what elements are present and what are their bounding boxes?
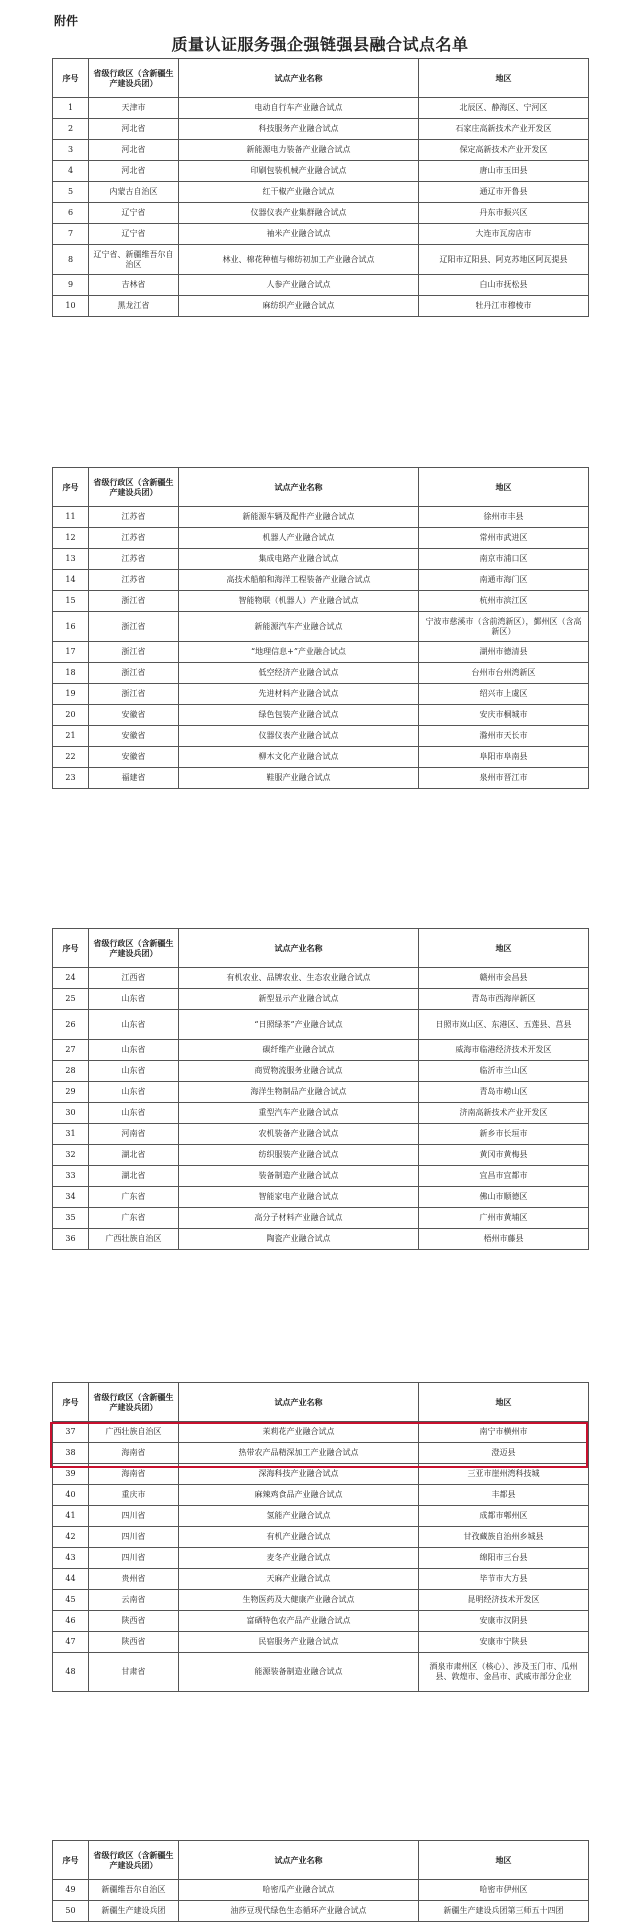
- cell-province: 浙江省: [89, 642, 179, 663]
- table-row: [53, 1040, 589, 1061]
- cell-industry: 深海科技产业融合试点: [179, 1464, 419, 1485]
- cell-industry: “日照绿茶”产业融合试点: [179, 1010, 419, 1040]
- cell-industry: 纺织服装产业融合试点: [179, 1145, 419, 1166]
- cell-num: 31: [53, 1124, 89, 1145]
- table-row: [53, 1208, 589, 1229]
- cell-industry: 新能源汽车产业融合试点: [179, 612, 419, 642]
- table-row: [53, 1229, 589, 1250]
- cell-province: 安徽省: [89, 705, 179, 726]
- table-row: [53, 747, 589, 768]
- cell-area: 哈密市伊州区: [419, 1880, 589, 1901]
- cell-industry: 绿色包装产业融合试点: [179, 705, 419, 726]
- cell-num: 37: [53, 1422, 89, 1443]
- table-row: [53, 1590, 589, 1611]
- table-row: [53, 1901, 589, 1922]
- cell-industry: 鞋服产业融合试点: [179, 768, 419, 789]
- table-row: [53, 1611, 589, 1632]
- table-row: [53, 549, 589, 570]
- cell-industry: 机器人产业融合试点: [179, 528, 419, 549]
- cell-industry: 人参产业融合试点: [179, 275, 419, 296]
- cell-province: 江苏省: [89, 528, 179, 549]
- cell-num: 8: [53, 245, 89, 275]
- cell-area: 泉州市晋江市: [419, 768, 589, 789]
- cell-industry: 电动自行车产业融合试点: [179, 98, 419, 119]
- table-row: [53, 1527, 589, 1548]
- cell-province: 新疆生产建设兵团: [89, 1901, 179, 1922]
- table-row: [53, 203, 589, 224]
- table-row: [53, 768, 589, 789]
- cell-industry: 先进材料产业融合试点: [179, 684, 419, 705]
- cell-num: 30: [53, 1103, 89, 1124]
- header-num: 序号: [53, 1841, 89, 1880]
- cell-num: 13: [53, 549, 89, 570]
- cell-num: 32: [53, 1145, 89, 1166]
- table-row: [53, 245, 589, 275]
- cell-num: 38: [53, 1443, 89, 1464]
- cell-province: 福建省: [89, 768, 179, 789]
- cell-industry: 生物医药及大健康产业融合试点: [179, 1590, 419, 1611]
- cell-area: 昆明经济技术开发区: [419, 1590, 589, 1611]
- cell-province: 湖北省: [89, 1145, 179, 1166]
- cell-industry: 麻辣鸡食品产业融合试点: [179, 1485, 419, 1506]
- cell-area: 新疆生产建设兵团第三师五十四团: [419, 1901, 589, 1922]
- cell-num: 11: [53, 507, 89, 528]
- header-industry: 试点产业名称: [179, 468, 419, 507]
- cell-area: 酒泉市肃州区（核心）、涉及玉门市、瓜州县、敦煌市、金昌市、武威市部分企业: [419, 1653, 589, 1692]
- cell-industry: 红干椒产业融合试点: [179, 182, 419, 203]
- cell-industry: 有机产业融合试点: [179, 1527, 419, 1548]
- table-row: [53, 528, 589, 549]
- cell-industry: 麦冬产业融合试点: [179, 1548, 419, 1569]
- cell-province: 安徽省: [89, 726, 179, 747]
- table-row: [53, 591, 589, 612]
- cell-industry: 油莎豆现代绿色生态循环产业融合试点: [179, 1901, 419, 1922]
- table-row: [53, 705, 589, 726]
- cell-industry: 富硒特色农产品产业融合试点: [179, 1611, 419, 1632]
- cell-province: 山东省: [89, 1061, 179, 1082]
- cell-industry: 热带农产品精深加工产业融合试点: [179, 1443, 419, 1464]
- cell-province: 浙江省: [89, 591, 179, 612]
- cell-num: 35: [53, 1208, 89, 1229]
- cell-area: 绵阳市三台县: [419, 1548, 589, 1569]
- cell-province: 陕西省: [89, 1632, 179, 1653]
- cell-num: 47: [53, 1632, 89, 1653]
- cell-num: 14: [53, 570, 89, 591]
- cell-industry: 袖米产业融合试点: [179, 224, 419, 245]
- cell-area: 南京市浦口区: [419, 549, 589, 570]
- cell-industry: 仪器仪表产业融合试点: [179, 726, 419, 747]
- table-row: [53, 98, 589, 119]
- cell-area: 梧州市藤县: [419, 1229, 589, 1250]
- cell-area: 济南高新技术产业开发区: [419, 1103, 589, 1124]
- cell-province: 浙江省: [89, 612, 179, 642]
- cell-num: 43: [53, 1548, 89, 1569]
- cell-num: 17: [53, 642, 89, 663]
- cell-province: 重庆市: [89, 1485, 179, 1506]
- table-row: [53, 1061, 589, 1082]
- table-header-row: [53, 1383, 589, 1422]
- cell-num: 42: [53, 1527, 89, 1548]
- cell-area: 临沂市兰山区: [419, 1061, 589, 1082]
- table-row: [53, 296, 589, 317]
- cell-area: 白山市抚松县: [419, 275, 589, 296]
- cell-num: 27: [53, 1040, 89, 1061]
- cell-area: 成都市郫州区: [419, 1506, 589, 1527]
- header-industry: 试点产业名称: [179, 1841, 419, 1880]
- cell-province: 山东省: [89, 989, 179, 1010]
- table-row: [53, 119, 589, 140]
- cell-province: 辽宁省: [89, 203, 179, 224]
- cell-province: 山东省: [89, 1040, 179, 1061]
- cell-province: 浙江省: [89, 663, 179, 684]
- cell-area: 阜阳市阜南县: [419, 747, 589, 768]
- table-page-1: [52, 58, 588, 317]
- cell-province: 天津市: [89, 98, 179, 119]
- cell-area: 赣州市会昌县: [419, 968, 589, 989]
- cell-num: 6: [53, 203, 89, 224]
- cell-num: 26: [53, 1010, 89, 1040]
- table-row: [53, 1632, 589, 1653]
- cell-area: 毕节市大方县: [419, 1569, 589, 1590]
- table-row: [53, 989, 589, 1010]
- cell-province: 陕西省: [89, 1611, 179, 1632]
- cell-area: 宜昌市宜都市: [419, 1166, 589, 1187]
- cell-province: 海南省: [89, 1464, 179, 1485]
- cell-area: 辽阳市辽阳县、阿克苏地区阿瓦提县: [419, 245, 589, 275]
- cell-num: 19: [53, 684, 89, 705]
- cell-num: 9: [53, 275, 89, 296]
- cell-province: 山东省: [89, 1103, 179, 1124]
- cell-area: 杭州市滨江区: [419, 591, 589, 612]
- table-row: [53, 1166, 589, 1187]
- cell-area: 南通市海门区: [419, 570, 589, 591]
- cell-province: 四川省: [89, 1506, 179, 1527]
- cell-industry: 智能物联（机器人）产业融合试点: [179, 591, 419, 612]
- cell-num: 12: [53, 528, 89, 549]
- cell-num: 22: [53, 747, 89, 768]
- cell-industry: 低空经济产业融合试点: [179, 663, 419, 684]
- table-page-3: [52, 928, 588, 1250]
- table-row: [53, 1082, 589, 1103]
- table-row: [53, 1485, 589, 1506]
- cell-area: 青岛市西海岸新区: [419, 989, 589, 1010]
- cell-area: 丹东市振兴区: [419, 203, 589, 224]
- table-header-row: [53, 59, 589, 98]
- cell-num: 40: [53, 1485, 89, 1506]
- cell-industry: 高技术船舶和海洋工程装备产业融合试点: [179, 570, 419, 591]
- page-title: 质量认证服务强企强链强县融合试点名单: [171, 35, 469, 54]
- cell-num: 36: [53, 1229, 89, 1250]
- cell-area: 青岛市崂山区: [419, 1082, 589, 1103]
- table-header-row: [53, 468, 589, 507]
- cell-industry: 新型显示产业融合试点: [179, 989, 419, 1010]
- cell-province: 海南省: [89, 1443, 179, 1464]
- cell-area: 石家庄高新技术产业开发区: [419, 119, 589, 140]
- table-row: [53, 275, 589, 296]
- pilot-list-table: [52, 467, 589, 789]
- header-province: 省级行政区（含新疆生产建设兵团）: [89, 468, 179, 507]
- table-row: [53, 1145, 589, 1166]
- table-row: [53, 1103, 589, 1124]
- cell-industry: 能源装备制造业融合试点: [179, 1653, 419, 1692]
- cell-province: 江苏省: [89, 570, 179, 591]
- cell-industry: 农机装备产业融合试点: [179, 1124, 419, 1145]
- table-row: [53, 161, 589, 182]
- cell-num: 23: [53, 768, 89, 789]
- cell-area: 安庆市桐城市: [419, 705, 589, 726]
- cell-num: 33: [53, 1166, 89, 1187]
- cell-area: 安康市宁陕县: [419, 1632, 589, 1653]
- pilot-list-table: [52, 58, 589, 317]
- cell-province: 山东省: [89, 1010, 179, 1040]
- cell-province: 新疆维吾尔自治区: [89, 1880, 179, 1901]
- cell-area: 佛山市顺德区: [419, 1187, 589, 1208]
- cell-industry: 麻纺织产业融合试点: [179, 296, 419, 317]
- cell-province: 河南省: [89, 1124, 179, 1145]
- cell-province: 甘肃省: [89, 1653, 179, 1692]
- header-num: 序号: [53, 929, 89, 968]
- header-area: 地区: [419, 59, 589, 98]
- cell-num: 24: [53, 968, 89, 989]
- cell-province: 内蒙古自治区: [89, 182, 179, 203]
- cell-industry: 智能家电产业融合试点: [179, 1187, 419, 1208]
- header-industry: 试点产业名称: [179, 929, 419, 968]
- table-header-row: [53, 1841, 589, 1880]
- highlight-box: [50, 1422, 588, 1468]
- cell-num: 28: [53, 1061, 89, 1082]
- cell-area: 南宁市横州市: [419, 1422, 589, 1443]
- cell-num: 25: [53, 989, 89, 1010]
- cell-province: 四川省: [89, 1548, 179, 1569]
- cell-province: 河北省: [89, 119, 179, 140]
- cell-industry: 茉莉花产业融合试点: [179, 1422, 419, 1443]
- header-area: 地区: [419, 1383, 589, 1422]
- cell-num: 16: [53, 612, 89, 642]
- cell-num: 45: [53, 1590, 89, 1611]
- table-row: [53, 1548, 589, 1569]
- cell-province: 河北省: [89, 140, 179, 161]
- cell-num: 15: [53, 591, 89, 612]
- cell-province: 山东省: [89, 1082, 179, 1103]
- pilot-list-table: [52, 928, 589, 1250]
- header-province: 省级行政区（含新疆生产建设兵团）: [89, 929, 179, 968]
- cell-area: 大连市瓦房店市: [419, 224, 589, 245]
- cell-num: 5: [53, 182, 89, 203]
- cell-province: 广西壮族自治区: [89, 1229, 179, 1250]
- cell-area: 丰都县: [419, 1485, 589, 1506]
- cell-area: 安康市汉阴县: [419, 1611, 589, 1632]
- cell-num: 44: [53, 1569, 89, 1590]
- cell-num: 48: [53, 1653, 89, 1692]
- header-province: 省级行政区（含新疆生产建设兵团）: [89, 1841, 179, 1880]
- cell-area: 宁波市慈溪市（含前湾新区），鄞州区（含高新区）: [419, 612, 589, 642]
- cell-province: 贵州省: [89, 1569, 179, 1590]
- table-header-row: [53, 929, 589, 968]
- cell-industry: 民宿服务产业融合试点: [179, 1632, 419, 1653]
- header-province: 省级行政区（含新疆生产建设兵团）: [89, 59, 179, 98]
- cell-industry: 林业、棉花种植与棉纺初加工产业融合试点: [179, 245, 419, 275]
- header-province: 省级行政区（含新疆生产建设兵团）: [89, 1383, 179, 1422]
- pilot-list-table: [52, 1840, 589, 1922]
- table-row: [53, 612, 589, 642]
- table-row: [53, 224, 589, 245]
- cell-num: 29: [53, 1082, 89, 1103]
- table-row: [53, 726, 589, 747]
- table-row: [53, 663, 589, 684]
- cell-province: 安徽省: [89, 747, 179, 768]
- cell-area: 绍兴市上虞区: [419, 684, 589, 705]
- cell-area: 新乡市长垣市: [419, 1124, 589, 1145]
- cell-num: 7: [53, 224, 89, 245]
- cell-industry: “地理信息+”产业融合试点: [179, 642, 419, 663]
- cell-area: 黄冈市黄梅县: [419, 1145, 589, 1166]
- cell-province: 浙江省: [89, 684, 179, 705]
- cell-industry: 柳木文化产业融合试点: [179, 747, 419, 768]
- header-industry: 试点产业名称: [179, 1383, 419, 1422]
- header-industry: 试点产业名称: [179, 59, 419, 98]
- table-row: [53, 1880, 589, 1901]
- cell-province: 黑龙江省: [89, 296, 179, 317]
- cell-area: 通辽市开鲁县: [419, 182, 589, 203]
- cell-industry: 重型汽车产业融合试点: [179, 1103, 419, 1124]
- table-row: [53, 182, 589, 203]
- cell-area: 日照市岚山区、东港区、五莲县、莒县: [419, 1010, 589, 1040]
- cell-industry: 高分子材料产业融合试点: [179, 1208, 419, 1229]
- cell-area: 滁州市天长市: [419, 726, 589, 747]
- header-num: 序号: [53, 1383, 89, 1422]
- header-area: 地区: [419, 929, 589, 968]
- cell-num: 20: [53, 705, 89, 726]
- cell-area: 台州市台州湾新区: [419, 663, 589, 684]
- cell-num: 49: [53, 1880, 89, 1901]
- cell-province: 云南省: [89, 1590, 179, 1611]
- cell-province: 江苏省: [89, 507, 179, 528]
- cell-num: 4: [53, 161, 89, 182]
- header-area: 地区: [419, 468, 589, 507]
- cell-num: 3: [53, 140, 89, 161]
- cell-num: 41: [53, 1506, 89, 1527]
- cell-industry: 新能源车辆及配件产业融合试点: [179, 507, 419, 528]
- cell-industry: 氢能产业融合试点: [179, 1506, 419, 1527]
- cell-area: 北辰区、静海区、宁河区: [419, 98, 589, 119]
- table-page-2: [52, 467, 588, 789]
- cell-province: 湖北省: [89, 1166, 179, 1187]
- cell-industry: 仪器仪表产业集群融合试点: [179, 203, 419, 224]
- cell-area: 常州市武进区: [419, 528, 589, 549]
- cell-industry: 新能源电力装备产业融合试点: [179, 140, 419, 161]
- table-row: [53, 1124, 589, 1145]
- table-row: [53, 642, 589, 663]
- table-row: [53, 1506, 589, 1527]
- table-row: [53, 1187, 589, 1208]
- cell-area: 澄迈县: [419, 1443, 589, 1464]
- table-row: [53, 140, 589, 161]
- cell-industry: 海洋生物制品产业融合试点: [179, 1082, 419, 1103]
- cell-industry: 碳纤维产业融合试点: [179, 1040, 419, 1061]
- cell-industry: 科技服务产业融合试点: [179, 119, 419, 140]
- cell-province: 江苏省: [89, 549, 179, 570]
- cell-province: 广东省: [89, 1187, 179, 1208]
- cell-area: 徐州市丰县: [419, 507, 589, 528]
- table-row: [53, 570, 589, 591]
- cell-num: 1: [53, 98, 89, 119]
- cell-province: 广西壮族自治区: [89, 1422, 179, 1443]
- cell-area: 甘孜藏族自治州乡城县: [419, 1527, 589, 1548]
- cell-industry: 有机农业、品牌农业、生态农业融合试点: [179, 968, 419, 989]
- cell-province: 广东省: [89, 1208, 179, 1229]
- cell-province: 江西省: [89, 968, 179, 989]
- cell-num: 39: [53, 1464, 89, 1485]
- cell-num: 46: [53, 1611, 89, 1632]
- cell-province: 辽宁省、新疆维吾尔自治区: [89, 245, 179, 275]
- cell-industry: 哈密瓜产业融合试点: [179, 1880, 419, 1901]
- cell-province: 河北省: [89, 161, 179, 182]
- cell-area: 保定高新技术产业开发区: [419, 140, 589, 161]
- cell-num: 10: [53, 296, 89, 317]
- table-row: [53, 1010, 589, 1040]
- cell-area: 广州市黄埔区: [419, 1208, 589, 1229]
- table-row: [53, 507, 589, 528]
- cell-province: 四川省: [89, 1527, 179, 1548]
- cell-industry: 装备制造产业融合试点: [179, 1166, 419, 1187]
- cell-num: 2: [53, 119, 89, 140]
- cell-province: 吉林省: [89, 275, 179, 296]
- cell-industry: 陶瓷产业融合试点: [179, 1229, 419, 1250]
- cell-industry: 商贸物流服务业融合试点: [179, 1061, 419, 1082]
- cell-province: 辽宁省: [89, 224, 179, 245]
- cell-area: 三亚市崖州湾科技城: [419, 1464, 589, 1485]
- cell-num: 34: [53, 1187, 89, 1208]
- cell-industry: 集成电路产业融合试点: [179, 549, 419, 570]
- attachment-label: 附件: [54, 14, 79, 28]
- header-area: 地区: [419, 1841, 589, 1880]
- cell-industry: 印刷包装机械产业融合试点: [179, 161, 419, 182]
- table-row: [53, 1569, 589, 1590]
- header-num: 序号: [53, 468, 89, 507]
- cell-num: 21: [53, 726, 89, 747]
- table-row: [53, 968, 589, 989]
- cell-area: 牡丹江市穆棱市: [419, 296, 589, 317]
- cell-num: 18: [53, 663, 89, 684]
- cell-area: 唐山市玉田县: [419, 161, 589, 182]
- cell-num: 50: [53, 1901, 89, 1922]
- cell-area: 威海市临港经济技术开发区: [419, 1040, 589, 1061]
- table-page-5: [52, 1840, 588, 1922]
- cell-area: 湖州市德清县: [419, 642, 589, 663]
- table-row: [53, 1653, 589, 1692]
- cell-industry: 天麻产业融合试点: [179, 1569, 419, 1590]
- header-num: 序号: [53, 59, 89, 98]
- table-row: [53, 684, 589, 705]
